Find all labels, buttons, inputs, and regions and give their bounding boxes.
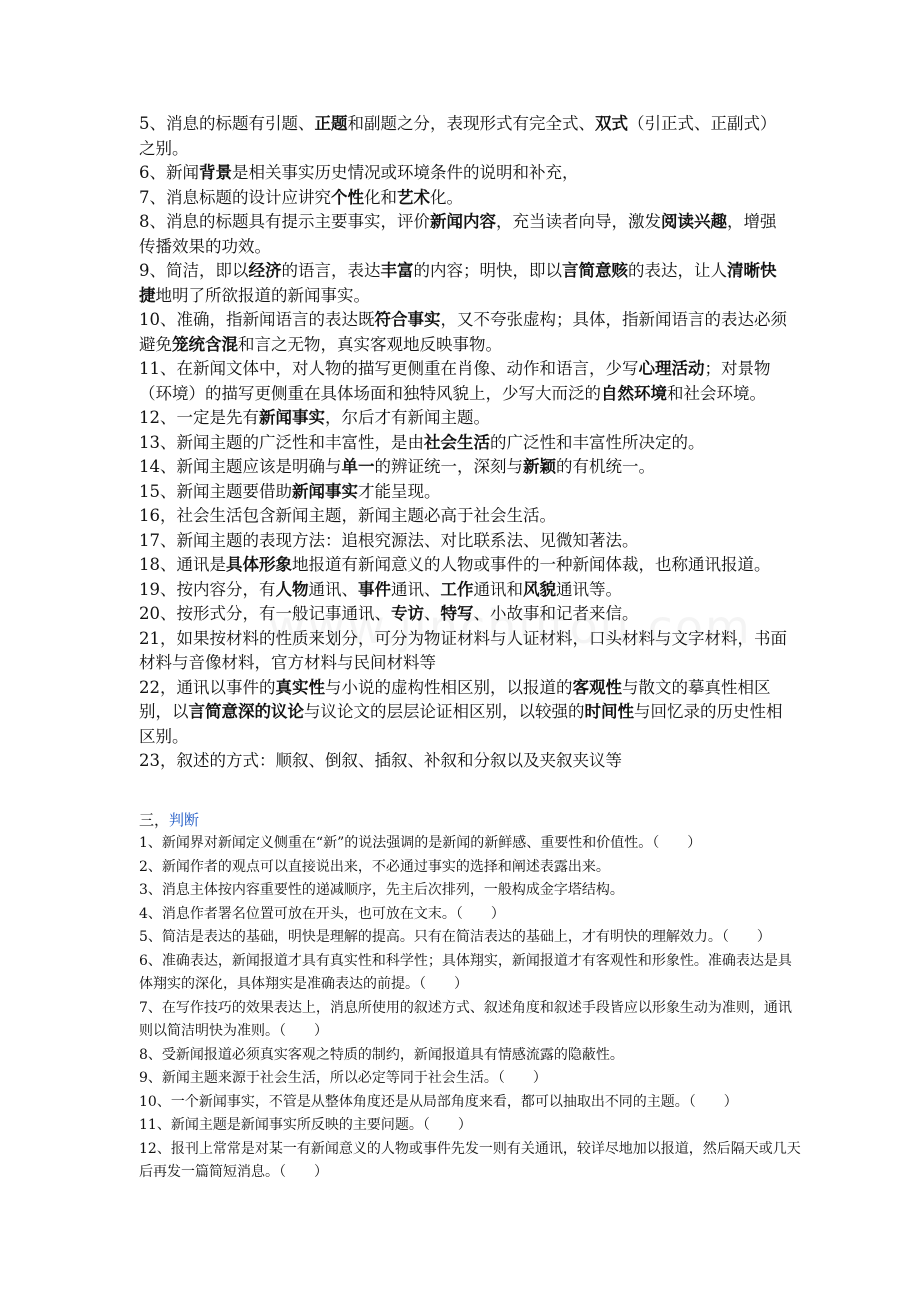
item-text: ，增强传播效果的功效。: [139, 212, 777, 256]
bold-keyword: 专访: [391, 604, 424, 623]
answer-item: [139, 627, 789, 676]
true-false-questions-list: [139, 832, 804, 1185]
item-text: ，又不夸张虚构；具体，指新闻语言的表达必须避免: [139, 310, 787, 354]
item-text: 、: [424, 604, 441, 623]
item-text: 18、通讯是: [139, 555, 226, 574]
item-text: 才能呈现。: [358, 481, 441, 501]
bold-keyword: 具体形象: [226, 555, 292, 574]
bold-keyword: 新闻内容: [430, 212, 496, 231]
item-text: 与议论文的层层论证相区别，以较强的: [304, 702, 585, 721]
bold-keyword: 背景: [199, 163, 232, 182]
bold-keyword: 单一: [341, 457, 375, 476]
question-item: 5、简洁是表达的基础，明快是理解的提高。只有在简洁表达的基础上，才有明快的理解效力。（ ）: [139, 929, 771, 945]
item-text: 通讯、: [391, 579, 441, 599]
item-text: 和副题之分，表现形式有完全式、: [347, 114, 595, 133]
item-text: 10、准确，指新闻语言的表达既: [139, 310, 375, 329]
item-text: 11、在新闻文体中，对人物的描写更侧重在肖像、动作和语言，少写: [139, 359, 639, 378]
bold-keyword: 自然环境: [601, 383, 667, 403]
item-text: 与回忆录的历史性相区别。: [139, 702, 783, 746]
item-text: 7、消息标题的设计应讲究: [139, 187, 331, 207]
answer-item: [139, 308, 789, 357]
item-text: 与散文的摹真性相区别，以: [139, 677, 771, 721]
bold-keyword: 双式: [595, 114, 628, 133]
item-text: 8、消息的标题具有提示主要事实，评价: [139, 212, 430, 231]
bold-keyword: 个性: [331, 187, 364, 207]
answer-item: [139, 406, 789, 431]
item-text: 6、新闻: [139, 163, 199, 182]
fill-in-answers-list: [139, 112, 789, 774]
bold-keyword: 风貌: [523, 579, 556, 599]
item-text: 地明了所欲报道的新闻事实。: [155, 285, 370, 305]
bold-keyword: 经济: [248, 261, 282, 280]
bold-keyword: 符合事实: [374, 310, 441, 329]
item-text: ；对景物（环境）的描写更侧重在具体场面和独特风貌上，少写大而泛的: [139, 359, 771, 403]
bold-keyword: 客观性: [572, 677, 622, 697]
bold-keyword: 正题: [314, 114, 348, 133]
item-text: 和社会环境。: [667, 383, 766, 403]
question-item: 4、消息作者署名位置可放在开头，也可放在文末。（ ）: [139, 905, 505, 922]
answer-item: [139, 210, 789, 259]
item-text: 的广泛性和丰富性所决定的。: [490, 432, 705, 452]
item-text: 化。: [430, 187, 463, 207]
answer-item: [139, 504, 789, 529]
bold-keyword: 人物: [275, 579, 309, 599]
bold-keyword: 心理活动: [638, 359, 705, 378]
answer-item: [139, 455, 789, 480]
answer-item: [139, 676, 789, 750]
answer-item: [139, 259, 789, 308]
item-text: 16，社会生活包含新闻主题，新闻主题必高于社会生活。: [139, 506, 556, 525]
bold-keyword: 时间性: [584, 702, 634, 721]
item-text: 是相关事实历史情况或环境条件的说明和补充，: [232, 163, 579, 182]
bold-keyword: 特写: [440, 604, 474, 623]
question-item: 12、报刊上常常是对某一有新闻意义的人物或事件先发一则有关通讯，较详尽地加以报道，然后隔天或几天后再发一篇简短消息。（ ）: [139, 1140, 801, 1180]
answer-item: [139, 578, 789, 603]
answer-item: [139, 431, 789, 456]
item-text: 20、按形式分，有一般记事通讯、: [139, 604, 391, 623]
item-text: 的有机统一。: [556, 457, 655, 476]
item-text: 23，叙述的方式：顺叙、倒叙、插叙、补叙和分叙以及夹叙夹议等: [139, 751, 622, 770]
item-text: （引正式、正副式）之别。: [139, 114, 777, 158]
answer-item: [139, 161, 789, 186]
answer-item: [139, 357, 789, 406]
item-text: 的辨证统一，深刻与: [374, 457, 523, 476]
item-text: 地报道有新闻意义的人物或事件的一种新闻体裁，也称通讯报道。: [292, 555, 771, 574]
question-item: 6、准确表达，新闻报道才具有真实性和科学性；具体翔实，新闻报道才有客观性和形象性。准确表达是具体翔实的深化，具体翔实是准确表达的前提。（ ）: [139, 952, 792, 992]
bold-keyword: 新颖: [523, 457, 556, 476]
section-heading: [139, 809, 199, 831]
item-text: 、小故事和记者来信。: [473, 604, 639, 623]
question-item: 1、新闻界对新闻定义侧重在“新”的说法强调的是新闻的新鲜感、重要性和价值性。（ ）: [139, 835, 702, 851]
item-text: 的表达，让人: [628, 261, 727, 280]
section-heading-prefix: 三，: [139, 811, 170, 829]
bold-keyword: 真实性: [275, 677, 325, 697]
answer-item: [139, 553, 789, 578]
question-item: 2、新闻作者的观点可以直接说出来，不必通过事实的选择和阐述表露出来。: [139, 858, 610, 875]
item-text: 14、新闻主题应该是明确与: [139, 457, 342, 476]
item-text: 21，如果按材料的性质来划分，可分为物证材料与人证材料，口头材料与文字材料，书面材料与音像材料，官方材料与民间材料等: [139, 628, 787, 672]
bold-keyword: 社会生活: [424, 432, 490, 452]
bold-keyword: 新闻事实: [292, 481, 358, 501]
item-text: 化和: [364, 187, 397, 207]
question-item: 10、一个新闻事实，不管是从整体角度还是从局部角度来看，都可以抽取出不同的主题。（ ）: [139, 1093, 738, 1110]
bold-keyword: 言简意深的议论: [188, 702, 304, 721]
question-item: 8、受新闻报道必须真实客观之特质的制约，新闻报道具有情感流露的隐蔽性。: [139, 1046, 624, 1063]
item-text: 和言之无物，真实客观地反映事物。: [238, 334, 502, 354]
answer-item: [139, 186, 789, 211]
bold-keyword: 新闻事实: [259, 408, 325, 427]
item-text: 19、按内容分，有: [139, 579, 276, 599]
item-text: ，充当读者向导，激发: [496, 212, 661, 231]
item-text: 与小说的虚构性相区别，以报道的: [325, 677, 573, 697]
bold-keyword: 事件: [358, 579, 391, 599]
bold-keyword: 清晰快捷: [139, 261, 777, 305]
item-text: 13、新闻主题的广泛性和丰富性，是由: [139, 432, 424, 452]
bold-keyword: 艺术: [397, 187, 430, 207]
answer-item: [139, 112, 789, 161]
item-text: 22，通讯以事件的: [139, 677, 276, 697]
item-text: 12、一定是先有: [139, 408, 259, 427]
item-text: 15、新闻主题要借助: [139, 481, 292, 501]
item-text: 通讯等。: [556, 579, 622, 599]
answer-item: [139, 749, 789, 774]
answer-item: [139, 480, 789, 505]
bold-keyword: 笼统含混: [172, 334, 238, 354]
section-heading-label: 判断: [169, 811, 200, 829]
bold-keyword: 言简意赅: [562, 261, 628, 280]
item-text: 通讯、: [308, 579, 358, 599]
bold-keyword: 工作: [440, 579, 474, 599]
item-text: 通讯和: [473, 579, 523, 599]
question-item: 9、新闻主题来源于社会生活，所以必定等同于社会生活。（ ）: [139, 1070, 547, 1086]
item-text: 9、简洁，即以: [139, 261, 249, 280]
bold-keyword: 阅读兴趣: [661, 212, 727, 231]
item-text: 5、消息的标题有引题、: [139, 114, 315, 133]
item-text: 17、新闻主题的表现方法：追根究源法、对比联系法、见微知著法。: [139, 530, 639, 550]
answer-item: [139, 529, 789, 554]
question-item: 11、新闻主题是新闻事实所反映的主要问题。（ ）: [139, 1117, 472, 1133]
answer-item: [139, 602, 789, 627]
question-item: 7、在写作技巧的效果表达上，消息所使用的叙述方式、叙述角度和叙述手段皆应以形象生动为准则，通讯则以简洁明快为准则。（ ）: [139, 999, 792, 1039]
item-text: 的内容；明快，即以: [413, 261, 562, 280]
item-text: ，尔后才有新闻主题。: [325, 408, 490, 427]
item-text: 的语言，表达: [281, 261, 381, 280]
question-item: 3、消息主体按内容重要性的递减顺序，先主后次排列，一般构成金字塔结构。: [139, 882, 624, 898]
bold-keyword: 丰富: [380, 261, 414, 280]
